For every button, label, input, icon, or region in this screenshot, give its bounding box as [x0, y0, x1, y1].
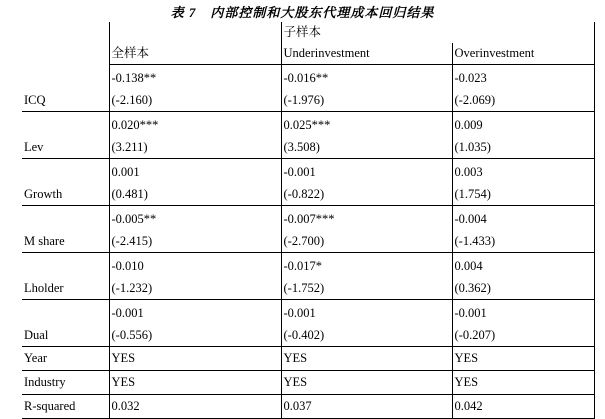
cell — [109, 112, 281, 159]
row-label: Industry — [22, 371, 109, 395]
t-stat: (0.481) — [111, 187, 148, 201]
t-stat: (-1.433) — [454, 234, 496, 248]
t-stat: (-1.232) — [111, 281, 153, 295]
cell: YES — [281, 371, 452, 395]
t-stat: (1.754) — [454, 187, 491, 201]
coefficient: 0.009 — [454, 118, 483, 132]
table-row-r-squared — [22, 395, 594, 419]
cell — [281, 112, 452, 159]
coefficient: 0.004 — [454, 259, 483, 273]
cell — [109, 65, 281, 112]
cell — [109, 206, 281, 253]
t-stat: (-0.556) — [111, 328, 153, 342]
t-stat: (-2.160) — [111, 93, 153, 107]
coefficient: -0.005** — [111, 212, 157, 226]
column-header-overinvestment: Overinvestment — [452, 43, 594, 65]
cell — [452, 65, 594, 112]
cell — [109, 253, 281, 300]
cell — [109, 159, 281, 206]
cell — [281, 253, 452, 300]
cell — [452, 206, 594, 253]
header-corner — [22, 22, 109, 43]
coefficient: -0.010 — [111, 259, 144, 273]
coefficient: -0.004 — [454, 212, 487, 226]
t-stat: (-0.822) — [283, 187, 325, 201]
table-row-growth — [22, 159, 594, 206]
table-title: 表 7 内部控制和大股东代理成本回归结果 — [170, 5, 435, 20]
table-row-lev — [22, 112, 594, 159]
coefficient: -0.001 — [111, 306, 144, 320]
row-label: M share — [22, 206, 109, 253]
coefficient: -0.001 — [454, 306, 487, 320]
row-label: Growth — [22, 159, 109, 206]
t-stat: (0.362) — [454, 281, 491, 295]
coefficient: -0.001 — [283, 165, 316, 179]
coefficient: -0.017* — [283, 259, 323, 273]
coefficient: -0.001 — [283, 306, 316, 320]
coefficient: -0.007*** — [283, 212, 335, 226]
table-row-dual — [22, 300, 594, 347]
cell — [109, 300, 281, 347]
row-label: ICQ — [22, 65, 109, 112]
coefficient: 0.001 — [111, 165, 140, 179]
cell: 0.042 — [452, 395, 594, 419]
cell — [452, 253, 594, 300]
coefficient: 0.003 — [454, 165, 483, 179]
cell: YES — [109, 371, 281, 395]
coefficient: 0.020*** — [111, 118, 159, 132]
cell: YES — [109, 347, 281, 371]
coefficient: -0.023 — [454, 71, 487, 85]
column-header-full-sample: 全样本 — [109, 43, 281, 65]
t-stat: (-2.069) — [454, 93, 496, 107]
t-stat: (-2.415) — [111, 234, 153, 248]
t-stat: (-0.402) — [283, 328, 325, 342]
coefficient: -0.016** — [283, 71, 329, 85]
cell — [281, 65, 452, 112]
cell: 0.032 — [109, 395, 281, 419]
row-label: Lholder — [22, 253, 109, 300]
table-row-industry — [22, 371, 594, 395]
t-stat: (-0.207) — [454, 328, 496, 342]
cell: YES — [281, 347, 452, 371]
t-stat: (-2.700) — [283, 234, 325, 248]
t-stat: (-1.752) — [283, 281, 325, 295]
header-corner-2 — [22, 43, 109, 65]
row-label: Lev — [22, 112, 109, 159]
cell — [281, 206, 452, 253]
cell — [452, 159, 594, 206]
table-row-icq — [22, 65, 594, 112]
cell — [281, 159, 452, 206]
row-label: Year — [22, 347, 109, 371]
cell: YES — [452, 371, 594, 395]
t-stat: (3.508) — [283, 140, 320, 154]
row-label: R-squared — [22, 395, 109, 419]
t-stat: (1.035) — [454, 140, 491, 154]
header-row-columns — [22, 43, 594, 65]
cell: YES — [452, 347, 594, 371]
row-label: Dual — [22, 300, 109, 347]
header-blank — [109, 22, 281, 43]
t-stat: (3.211) — [111, 140, 148, 154]
table-row-year — [22, 347, 594, 371]
cell — [452, 112, 594, 159]
table-row-lholder — [22, 253, 594, 300]
cell — [281, 300, 452, 347]
coefficient: -0.138** — [111, 71, 157, 85]
column-header-underinvestment: Underinvestment — [281, 43, 452, 65]
regression-table — [22, 22, 595, 419]
cell — [452, 300, 594, 347]
coefficient: 0.025*** — [283, 118, 331, 132]
t-stat: (-1.976) — [283, 93, 325, 107]
subsample-header: 子样本 — [281, 22, 594, 43]
header-row-group — [22, 22, 594, 43]
cell: 0.037 — [281, 395, 452, 419]
table-row-m-share — [22, 206, 594, 253]
